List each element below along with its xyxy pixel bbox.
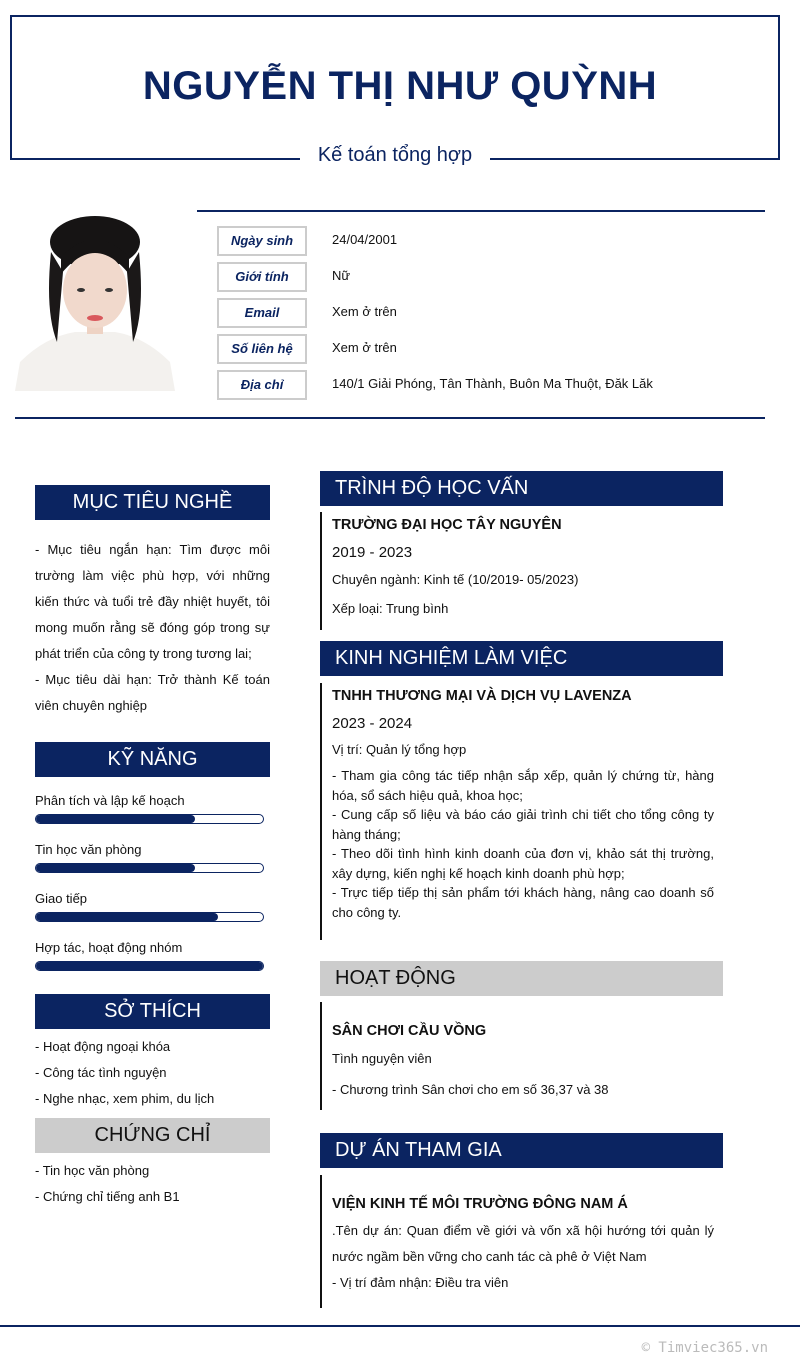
- candidate-name: NGUYỄN THỊ NHƯ QUỲNH: [142, 64, 658, 108]
- info-value: Nữ: [332, 268, 351, 283]
- certificate-item: - Tin học văn phòng: [35, 1163, 150, 1178]
- divider: [197, 210, 765, 212]
- hobbies-header: SỞ THÍCH: [35, 994, 270, 1029]
- activities-content: [320, 1002, 723, 1110]
- education-content: [320, 512, 723, 630]
- info-label: Email: [217, 298, 307, 328]
- info-label: Số liên hệ: [217, 334, 307, 364]
- experience-header: KINH NGHIỆM LÀM VIỆC: [320, 641, 723, 676]
- skill-bar-fill: [36, 815, 195, 823]
- activity-org: SÂN CHƠI CẦU VỒNG: [332, 1023, 487, 1039]
- experience-position: Vị trí: Quản lý tổng hợp: [332, 742, 467, 757]
- certificates-header: CHỨNG CHỈ: [35, 1118, 270, 1153]
- education-grade: Xếp loại: Trung bình: [332, 601, 449, 616]
- projects-header: DỰ ÁN THAM GIA: [320, 1133, 723, 1168]
- education-major: Chuyên ngành: Kinh tế (10/2019- 05/2023): [332, 572, 579, 587]
- info-label: Địa chỉ: [217, 370, 307, 400]
- experience-period: 2023 - 2024: [332, 715, 413, 732]
- skill-bar: [35, 961, 264, 971]
- project-name: .Tên dự án: Quan điểm về giới và vốn xã hội hướng tới quản lý nước ngầm bền vững cho canh tác cà phê ở Việt Nam: [332, 1223, 714, 1264]
- detail-item: - Trực tiếp tiếp thị sản phẩm tới khách hàng, nâng cao doanh số cho công ty.: [332, 885, 714, 920]
- job-title: Kế toán tổng hợp: [300, 144, 490, 167]
- info-label: Ngày sinh: [217, 226, 307, 256]
- school-name: TRƯỜNG ĐẠI HỌC TÂY NGUYÊN: [332, 517, 562, 533]
- objective-header: MỤC TIÊU NGHỀ NGHIỆP: [35, 485, 270, 520]
- experience-details: [332, 766, 714, 922]
- detail-item: - Theo dõi tình hình kinh doanh của đơn vị, khảo sát thị trường, xây dựng, kiến nghị kế hoạch kinh doanh phù hợp;: [332, 846, 714, 881]
- skill-name: Tin học văn phòng: [35, 842, 142, 857]
- company-name: TNHH THƯƠNG MẠI VÀ DỊCH VỤ LAVENZA: [332, 688, 632, 704]
- hobbies-list: [35, 1034, 270, 1112]
- skill-bar: [35, 863, 264, 873]
- project-org: VIỆN KINH TẾ MÔI TRƯỜNG ĐÔNG NAM Á: [332, 1196, 628, 1212]
- detail-item: - Cung cấp số liệu và báo cáo giải trình chi tiết cho tổng công ty hàng tháng;: [332, 807, 714, 842]
- hobby-item: - Công tác tình nguyện: [35, 1065, 167, 1080]
- objective-short: - Mục tiêu ngắn hạn: Tìm được môi trường làm việc phù hợp, với những kiến thức và tuổi trẻ đầy nhiệt huyết, tôi mong muốn rằng sẽ đóng góp trong sự phát triển của công ty trong tương lai;: [35, 542, 270, 661]
- footer-watermark: © Timviec365.vn: [641, 1340, 768, 1356]
- profile-photo: [15, 212, 175, 391]
- skill-bar-fill: [36, 864, 195, 872]
- skill-bar: [35, 814, 264, 824]
- divider: [15, 417, 765, 419]
- skill-name: Phân tích và lập kế hoạch: [35, 793, 185, 808]
- skill-bar: [35, 912, 264, 922]
- activity-detail: - Chương trình Sân chơi cho em số 36,37 và 38: [332, 1082, 609, 1097]
- hobby-item: - Nghe nhạc, xem phim, du lịch: [35, 1091, 215, 1106]
- activities-header: HOẠT ĐỘNG: [320, 961, 723, 996]
- certificates-list: [35, 1158, 270, 1210]
- info-value: Xem ở trên: [332, 304, 397, 319]
- projects-content: [320, 1175, 723, 1308]
- certificate-item: - Chứng chỉ tiếng anh B1: [35, 1189, 180, 1204]
- detail-item: - Tham gia công tác tiếp nhận sắp xếp, quản lý chứng từ, hàng hóa, sổ sách hiệu quả, khoa học;: [332, 768, 714, 803]
- info-value: 140/1 Giải Phóng, Tân Thành, Buôn Ma Thuột, Đăk Lăk: [332, 376, 653, 391]
- footer-divider: [0, 1325, 800, 1327]
- education-header: TRÌNH ĐỘ HỌC VẤN: [320, 471, 723, 506]
- activity-role: Tình nguyện viên: [332, 1051, 432, 1066]
- project-role: - Vị trí đảm nhận: Điều tra viên: [332, 1275, 509, 1290]
- skill-name: Giao tiếp: [35, 891, 88, 906]
- skill-bar-fill: [36, 913, 218, 921]
- hobby-item: - Hoạt động ngoại khóa: [35, 1039, 171, 1054]
- skill-bar-fill: [36, 962, 263, 970]
- info-value: Xem ở trên: [332, 340, 397, 355]
- info-label: Giới tính: [217, 262, 307, 292]
- objective-long: - Mục tiêu dài hạn: Trở thành Kế toán viên chuyên nghiệp: [35, 672, 270, 713]
- objective-text: [35, 537, 270, 719]
- info-value: 24/04/2001: [332, 232, 398, 247]
- skills-header: KỸ NĂNG: [35, 742, 270, 777]
- education-period: 2019 - 2023: [332, 544, 413, 561]
- experience-content: [320, 683, 723, 940]
- skill-name: Hợp tác, hoạt động nhóm: [35, 940, 183, 955]
